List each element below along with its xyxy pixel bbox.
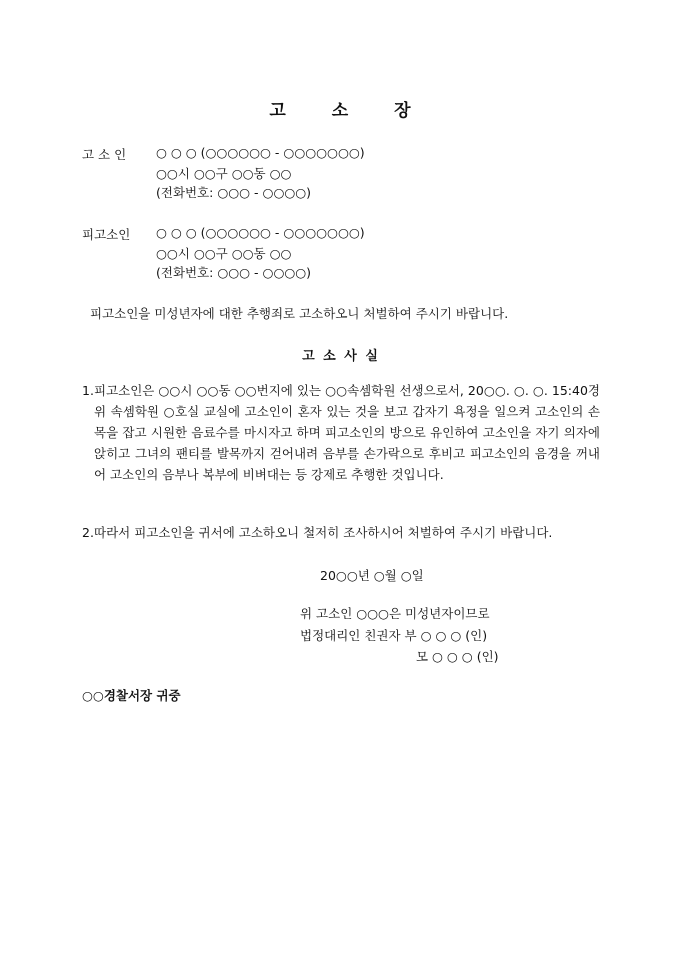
signature-line-2: 법정대리인 친권자 부 ○ ○ ○ (인) — [300, 628, 488, 643]
title-char: 장 — [394, 101, 411, 121]
signature-line-3: 모 ○ ○ ○ (인) — [416, 649, 499, 664]
accused-name-id: ○ ○ ○ (○○○○○○ - ○○○○○○○) — [156, 225, 365, 240]
document-date: 20○○년 ○월 ○일 — [320, 568, 424, 583]
complainant-name-id: ○ ○ ○ (○○○○○○ - ○○○○○○○) — [156, 145, 365, 160]
fact-text: 따라서 피고소인을 귀서에 고소하오니 철저히 조사하시어 처벌하여 주시기 바랍니다. — [94, 525, 553, 540]
complainant-phone: (전화번호: ○○○ - ○○○○) — [156, 185, 312, 200]
accused-address: ○○시 ○○구 ○○동 ○○ — [156, 246, 292, 261]
facts-heading: 고 소 사 실 — [302, 349, 378, 364]
signature-line-1: 위 고소인 ○○○은 미성년자이므로 — [300, 606, 490, 621]
fact-number: 1. — [82, 383, 94, 398]
complaint-request: 피고소인을 미성년자에 대한 추행죄로 고소하오니 처벌하여 주시기 바랍니다. — [90, 306, 509, 321]
fact-text: 피고소인은 ○○시 ○○동 ○○번지에 있는 ○○속셈학원 선생으로서, 20○○. ○. ○. 15:40경 위 속셈학원 ○호실 교실에 고소인이 혼자 있는 것을 보고 갑자기 욕정을 일으켜 고소인의 손목을 잡고 시원한 음료수를 마시자고 하며 피고소인의 방으로 유인하여 고소인을 자기 의자에 앉히고 그녀의 팬티를 발목까지 걷어내려 음부를 손가락으로 후비고 피고소인의 음경을 꺼내어 고소인의 음부나 복부에 비벼대는 등 강제로 추행한 것입니다. — [94, 383, 600, 482]
document-title — [0, 96, 680, 121]
accused-phone: (전화번호: ○○○ - ○○○○) — [156, 265, 312, 280]
accused-label: 피고소인 — [82, 227, 131, 242]
title-char: 소 — [331, 101, 349, 121]
recipient: ○○경찰서장 귀중 — [82, 688, 181, 703]
complainant-address: ○○시 ○○구 ○○동 ○○ — [156, 166, 292, 181]
title-char: 고 — [269, 101, 286, 121]
complainant-label: 고 소 인 — [82, 147, 127, 162]
fact-paragraph-2 — [82, 522, 600, 543]
fact-paragraph-1 — [82, 380, 600, 485]
fact-number: 2. — [82, 525, 94, 540]
